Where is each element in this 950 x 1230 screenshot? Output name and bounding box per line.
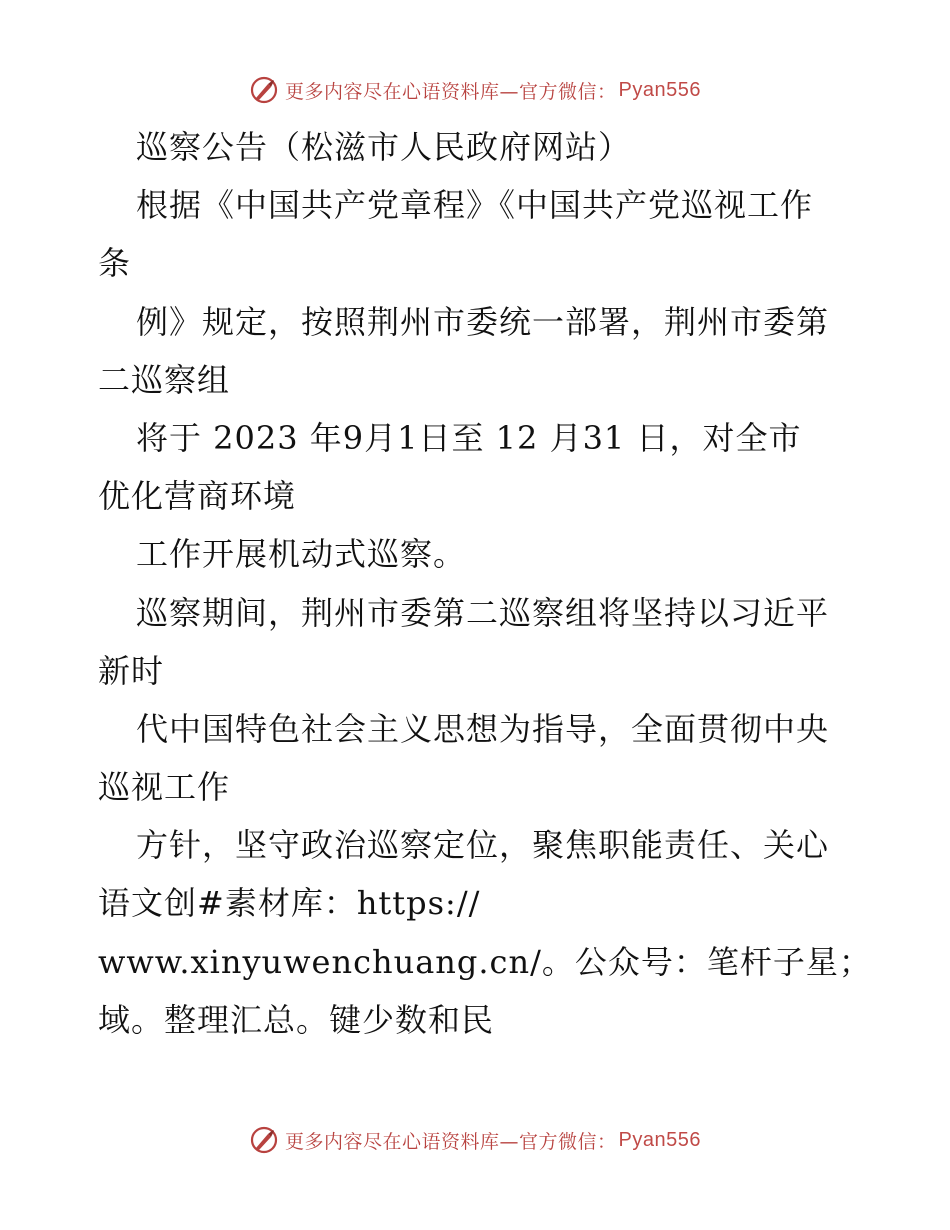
watermark-text: 更多内容尽在心语资料库—官方微信： [285, 80, 617, 103]
text-line: 优化营商环境 [98, 477, 297, 516]
header-watermark [0, 70, 950, 110]
watermark-wechat-id: Pyan556 [618, 78, 701, 101]
text-line: www.xinyuwenchuang.cn/。公众号：笔杆子星； [98, 942, 872, 981]
text-line: 例》规定，按照荆州市委统一部署，荆州市委第 [136, 302, 830, 341]
text-line: 二巡察组 [98, 360, 231, 399]
text-line: 巡察期间，荆州市委第二巡察组将坚持以习近平 [136, 593, 830, 632]
text-line: 域。整理汇总。键少数和民 [98, 1000, 495, 1039]
text-line: 代中国特色社会主义思想为指导，全面贯彻中央 [136, 709, 830, 748]
text-line: 新时 [98, 651, 165, 690]
quill-logo-icon [249, 1125, 279, 1155]
text-line: 方针，坚守政治巡察定位，聚焦职能责任、关心 [136, 826, 830, 865]
text-line: 工作开展机动式巡察。 [136, 535, 467, 574]
text-line: 巡察公告（松滋市人民政府网站） [136, 128, 632, 166]
text-line: 根据《中国共产党章程》《中国共产党巡视工作 [136, 186, 814, 225]
watermark-wechat-id: Pyan556 [618, 1128, 701, 1151]
text-line: 将于 2023 年9月1日至 12 月31 日，对全市 [136, 418, 802, 457]
footer-watermark [0, 1120, 950, 1160]
text-line: 条 [98, 244, 132, 283]
text-line: 巡视工作 [98, 768, 231, 807]
document-body [98, 118, 872, 1049]
quill-logo-icon [249, 75, 279, 105]
watermark-text: 更多内容尽在心语资料库—官方微信： [285, 1130, 617, 1153]
text-line: 语文创#素材库：https:// [98, 884, 481, 923]
